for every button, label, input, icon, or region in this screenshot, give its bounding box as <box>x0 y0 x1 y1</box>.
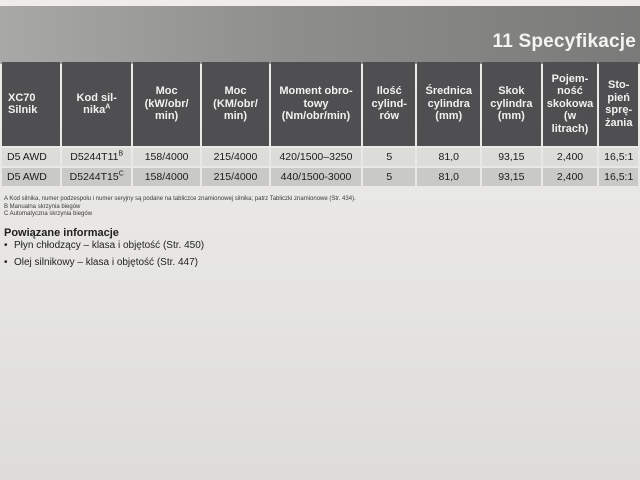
header-line: Kod sil- <box>76 91 117 104</box>
cell-engine-code <box>62 148 131 166</box>
cell-stroke: 93,15 <box>482 148 541 166</box>
related-info-link[interactable]: Olej silnikowy – klasa i objętość (Str. 447) <box>14 257 198 268</box>
header-line: Moment obro- <box>279 85 353 98</box>
header-line: XC70 <box>8 91 36 104</box>
bullet-icon: • <box>4 257 8 268</box>
header-line: sprę- <box>605 104 633 116</box>
cell-stroke: 93,15 <box>482 168 541 186</box>
cell-bore: 81,0 <box>417 168 480 186</box>
header-line: (KM/obr/ <box>213 97 258 110</box>
header-line: pień <box>607 91 631 104</box>
related-info-item[interactable] <box>4 257 304 269</box>
cell-torque: 440/1500-3000 <box>271 168 361 186</box>
header-line: (kW/obr/ <box>144 97 189 110</box>
header-line: (mm) <box>435 110 463 123</box>
header-line: (mm) <box>497 110 525 123</box>
engine-spec-table <box>0 60 640 188</box>
header-line: litrach) <box>551 122 589 135</box>
header-line: Ilość <box>376 85 402 98</box>
footnote-marker: A <box>105 103 111 111</box>
cell-displacement: 2,400 <box>543 148 598 166</box>
cell-engine: D5 AWD <box>2 168 60 186</box>
table-row <box>2 148 638 166</box>
related-info-link[interactable]: Płyn chłodzący – klasa i objętość (Str. 450) <box>14 240 205 251</box>
header-power-kw <box>133 62 200 146</box>
footnote: B Manualna skrzynia biegów <box>4 203 81 210</box>
header-line: (w <box>563 110 577 123</box>
header-torque <box>271 62 361 146</box>
related-info-list <box>4 240 304 274</box>
cell-power-km: 215/4000 <box>202 168 269 186</box>
header-line: Moc <box>155 85 178 98</box>
header-line: Moc <box>224 85 247 98</box>
chapter-title: 11 Specyfikacje <box>492 31 636 52</box>
footnote-marker: B <box>118 150 124 158</box>
header-line: Silnik <box>8 104 38 116</box>
header-cylinders <box>363 62 415 146</box>
header-line: Pojem- <box>551 72 589 85</box>
header-line: skokowa <box>546 97 594 110</box>
header-compression <box>599 62 638 146</box>
header-engine <box>2 62 60 146</box>
cell-power-kw: 158/4000 <box>133 148 200 166</box>
cell-engine-code <box>62 168 131 186</box>
cell-compression: 16,5:1 <box>599 148 638 166</box>
header-line: rów <box>379 110 400 123</box>
header-line: Sto- <box>608 79 630 91</box>
header-line: min) <box>223 110 248 123</box>
related-info-item[interactable] <box>4 240 304 252</box>
engine-code-text: D5244T11 <box>70 151 119 163</box>
cell-displacement: 2,400 <box>543 168 598 186</box>
header-line: ność <box>557 85 583 98</box>
cell-torque: 420/1500–3250 <box>271 148 361 166</box>
cell-cylinders: 5 <box>363 148 415 166</box>
table-row <box>2 168 638 186</box>
header-line <box>64 104 129 117</box>
header-line: Średnica <box>425 85 472 98</box>
header-engine-code <box>62 62 131 146</box>
engine-code-text: D5244T15 <box>69 171 119 183</box>
header-line: cylindra <box>490 97 533 110</box>
header-line: żania <box>604 116 633 129</box>
header-line: cylindra <box>427 97 470 110</box>
header-line: towy <box>303 97 329 110</box>
cell-cylinders: 5 <box>363 168 415 186</box>
header-displacement <box>543 62 598 146</box>
header-power-km <box>202 62 269 146</box>
related-info-heading: Powiązane informacje <box>4 227 119 239</box>
header-bore <box>417 62 480 146</box>
header-line: (Nm/obr/min) <box>281 110 351 123</box>
footnote: A Kod silnika, numer podzespołu i numer seryjny są podane na tabliczce znamionowej silnika; patrz Tabliczki znamionowe (Str. 434). <box>4 196 356 202</box>
cell-power-km: 215/4000 <box>202 148 269 166</box>
cell-engine: D5 AWD <box>2 148 60 166</box>
header-line-text: nika <box>83 104 106 116</box>
cell-power-kw: 158/4000 <box>133 168 200 186</box>
bullet-icon: • <box>4 240 8 251</box>
header-line: cylind- <box>371 97 407 110</box>
cell-compression: 16,5:1 <box>599 168 638 186</box>
table-header-row <box>2 62 638 146</box>
header-line: Skok <box>498 85 525 98</box>
footnote-marker: C <box>118 170 124 178</box>
header-line: min) <box>154 110 179 123</box>
footnote: C Automatyczna skrzynia biegów <box>4 211 93 218</box>
cell-bore: 81,0 <box>417 148 480 166</box>
header-stroke <box>482 62 541 146</box>
table-footnotes <box>4 196 356 219</box>
